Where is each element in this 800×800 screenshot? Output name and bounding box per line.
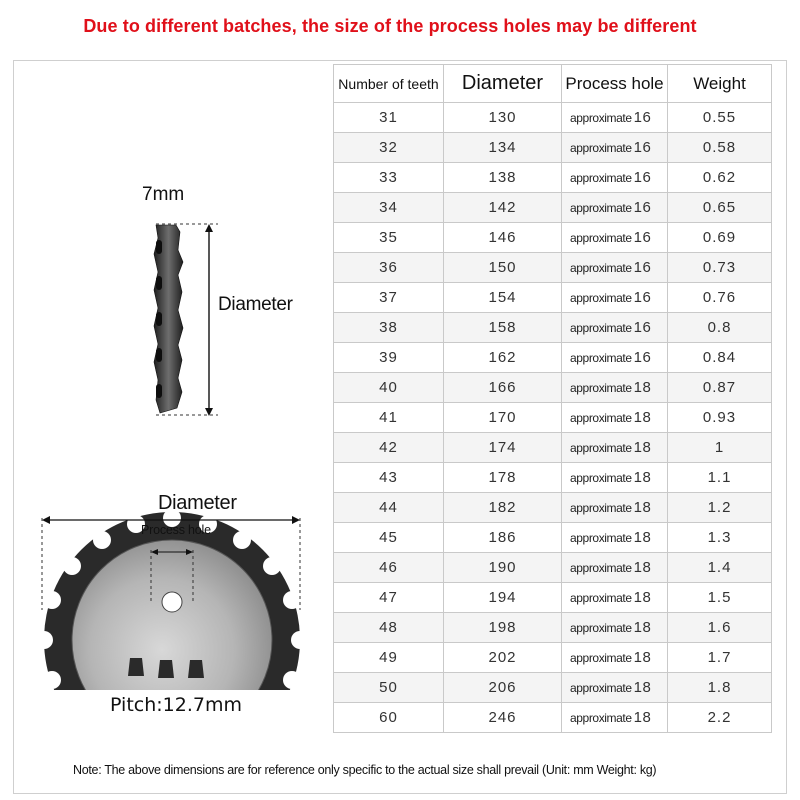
- process-hole-cell: [562, 253, 668, 283]
- process-hole-cell: [562, 463, 668, 493]
- process-hole-cell: [562, 523, 668, 553]
- front-diameter-label: Diameter: [158, 492, 237, 514]
- weight-cell: 0.65: [668, 193, 772, 223]
- weight-cell: 1.6: [668, 613, 772, 643]
- process-hole-cell: [562, 373, 668, 403]
- footnote: Note: The above dimensions are for reference only specific to the actual size shall prevail (Unit: mm Weight: kg): [73, 763, 657, 777]
- process-hole-value: 16: [633, 139, 652, 156]
- process-hole-value: 18: [633, 409, 652, 426]
- weight-cell: 1.8: [668, 673, 772, 703]
- approximate-prefix: approximate: [570, 171, 632, 185]
- approximate-prefix: approximate: [570, 681, 632, 695]
- table-row: [334, 373, 772, 403]
- table-row: [334, 313, 772, 343]
- teeth-cell: 37: [334, 283, 444, 313]
- process-hole-value: 16: [633, 289, 652, 306]
- weight-cell: 0.87: [668, 373, 772, 403]
- teeth-cell: 39: [334, 343, 444, 373]
- process-hole-value: 16: [633, 169, 652, 186]
- thickness-label: 7mm: [142, 184, 185, 205]
- header-teeth: Number of teeth: [334, 65, 444, 103]
- process-hole-cell: [562, 343, 668, 373]
- process-hole-value: 18: [633, 589, 652, 606]
- table-row: [334, 343, 772, 373]
- process-hole-value: 18: [633, 709, 652, 726]
- table-row: [334, 493, 772, 523]
- teeth-cell: 48: [334, 613, 444, 643]
- table-row: [334, 163, 772, 193]
- teeth-cell: 46: [334, 553, 444, 583]
- table-row: [334, 403, 772, 433]
- diameter-cell: 174: [444, 433, 562, 463]
- batch-warning-banner: Due to different batches, the size of the process holes may be different: [83, 16, 697, 36]
- diameter-cell: 166: [444, 373, 562, 403]
- diameter-cell: 146: [444, 223, 562, 253]
- diameter-cell: 194: [444, 583, 562, 613]
- weight-cell: 0.62: [668, 163, 772, 193]
- diameter-cell: 246: [444, 703, 562, 733]
- process-hole-cell: [562, 163, 668, 193]
- header-weight: Weight: [668, 65, 772, 103]
- process-hole-value: 18: [633, 529, 652, 546]
- table-row: [334, 463, 772, 493]
- table-row: [334, 193, 772, 223]
- process-hole-value: 18: [633, 439, 652, 456]
- process-hole-cell: [562, 193, 668, 223]
- teeth-cell: 44: [334, 493, 444, 523]
- pitch-label: Pitch:12.7mm: [110, 694, 242, 716]
- teeth-cell: 38: [334, 313, 444, 343]
- teeth-cell: 47: [334, 583, 444, 613]
- approximate-prefix: approximate: [570, 591, 632, 605]
- process-hole-value: 18: [633, 679, 652, 696]
- process-hole-value: 16: [633, 109, 652, 126]
- process-hole-cell: [562, 223, 668, 253]
- process-hole-value: 16: [633, 259, 652, 276]
- process-hole-value: 18: [633, 469, 652, 486]
- process-hole-label: Process hole: [141, 523, 211, 537]
- table-body: [334, 103, 772, 733]
- approximate-prefix: approximate: [570, 351, 632, 365]
- diameter-cell: 134: [444, 133, 562, 163]
- diameter-cell: 178: [444, 463, 562, 493]
- table-row: [334, 613, 772, 643]
- process-hole-value: 16: [633, 319, 652, 336]
- process-hole-value: 16: [633, 229, 652, 246]
- weight-cell: 0.76: [668, 283, 772, 313]
- header-diameter: Diameter: [444, 65, 562, 103]
- table-row: [334, 583, 772, 613]
- approximate-prefix: approximate: [570, 261, 632, 275]
- approximate-prefix: approximate: [570, 531, 632, 545]
- approximate-prefix: approximate: [570, 231, 632, 245]
- approximate-prefix: approximate: [570, 291, 632, 305]
- weight-cell: 1.7: [668, 643, 772, 673]
- teeth-cell: 35: [334, 223, 444, 253]
- process-hole-value: 16: [633, 349, 652, 366]
- process-hole-cell: [562, 133, 668, 163]
- weight-cell: 0.84: [668, 343, 772, 373]
- teeth-cell: 42: [334, 433, 444, 463]
- weight-cell: 1: [668, 433, 772, 463]
- weight-cell: 1.1: [668, 463, 772, 493]
- process-hole-cell: [562, 103, 668, 133]
- table-row: [334, 673, 772, 703]
- diameter-cell: 138: [444, 163, 562, 193]
- process-hole-value: 18: [633, 379, 652, 396]
- approximate-prefix: approximate: [570, 381, 632, 395]
- process-hole-cell: [562, 283, 668, 313]
- teeth-cell: 41: [334, 403, 444, 433]
- weight-cell: 0.73: [668, 253, 772, 283]
- teeth-cell: 34: [334, 193, 444, 223]
- weight-cell: 1.5: [668, 583, 772, 613]
- teeth-cell: 32: [334, 133, 444, 163]
- teeth-cell: 43: [334, 463, 444, 493]
- process-hole-cell: [562, 493, 668, 523]
- weight-cell: 2.2: [668, 703, 772, 733]
- process-hole-value: 18: [633, 619, 652, 636]
- approximate-prefix: approximate: [570, 711, 632, 725]
- diameter-cell: 206: [444, 673, 562, 703]
- teeth-cell: 36: [334, 253, 444, 283]
- process-hole-value: 18: [633, 559, 652, 576]
- weight-cell: 0.58: [668, 133, 772, 163]
- approximate-prefix: approximate: [570, 201, 632, 215]
- approximate-prefix: approximate: [570, 111, 632, 125]
- table-row: [334, 553, 772, 583]
- diameter-cell: 154: [444, 283, 562, 313]
- diameter-cell: 198: [444, 613, 562, 643]
- diameter-cell: 202: [444, 643, 562, 673]
- diameter-cell: 186: [444, 523, 562, 553]
- diameter-cell: 182: [444, 493, 562, 523]
- approximate-prefix: approximate: [570, 411, 632, 425]
- approximate-prefix: approximate: [570, 321, 632, 335]
- table-row: [334, 643, 772, 673]
- process-hole-cell: [562, 403, 668, 433]
- weight-cell: 1.2: [668, 493, 772, 523]
- side-diameter-label: Diameter: [218, 294, 293, 315]
- teeth-cell: 49: [334, 643, 444, 673]
- teeth-cell: 60: [334, 703, 444, 733]
- approximate-prefix: approximate: [570, 471, 632, 485]
- process-hole-cell: [562, 313, 668, 343]
- process-hole-cell: [562, 673, 668, 703]
- weight-cell: 1.3: [668, 523, 772, 553]
- table-row: [334, 283, 772, 313]
- header-process-hole: Process hole: [562, 65, 668, 103]
- approximate-prefix: approximate: [570, 621, 632, 635]
- diameter-cell: 142: [444, 193, 562, 223]
- table-row: [334, 433, 772, 463]
- weight-cell: 0.69: [668, 223, 772, 253]
- process-hole-cell: [562, 613, 668, 643]
- approximate-prefix: approximate: [570, 561, 632, 575]
- teeth-cell: 40: [334, 373, 444, 403]
- weight-cell: 1.4: [668, 553, 772, 583]
- teeth-cell: 50: [334, 673, 444, 703]
- sprocket-spec-table: [333, 64, 772, 733]
- diameter-cell: 170: [444, 403, 562, 433]
- process-hole-value: 18: [633, 649, 652, 666]
- teeth-cell: 31: [334, 103, 444, 133]
- weight-cell: 0.93: [668, 403, 772, 433]
- process-hole-value: 18: [633, 499, 652, 516]
- table-row: [334, 133, 772, 163]
- process-hole-cell: [562, 703, 668, 733]
- table-row: [334, 223, 772, 253]
- table-row: [334, 103, 772, 133]
- diameter-cell: 150: [444, 253, 562, 283]
- approximate-prefix: approximate: [570, 441, 632, 455]
- teeth-cell: 33: [334, 163, 444, 193]
- diameter-cell: 190: [444, 553, 562, 583]
- table-row: [334, 523, 772, 553]
- process-hole-value: 16: [633, 199, 652, 216]
- table-header-row: [334, 65, 772, 103]
- weight-cell: 0.8: [668, 313, 772, 343]
- sprocket-front-view: [30, 490, 315, 690]
- table-row: [334, 253, 772, 283]
- diameter-cell: 158: [444, 313, 562, 343]
- diameter-cell: 130: [444, 103, 562, 133]
- approximate-prefix: approximate: [570, 141, 632, 155]
- teeth-cell: 45: [334, 523, 444, 553]
- process-hole-cell: [562, 553, 668, 583]
- diameter-cell: 162: [444, 343, 562, 373]
- approximate-prefix: approximate: [570, 501, 632, 515]
- process-hole-cell: [562, 643, 668, 673]
- table-row: [334, 703, 772, 733]
- approximate-prefix: approximate: [570, 651, 632, 665]
- weight-cell: 0.55: [668, 103, 772, 133]
- process-hole-cell: [562, 433, 668, 463]
- process-hole-cell: [562, 583, 668, 613]
